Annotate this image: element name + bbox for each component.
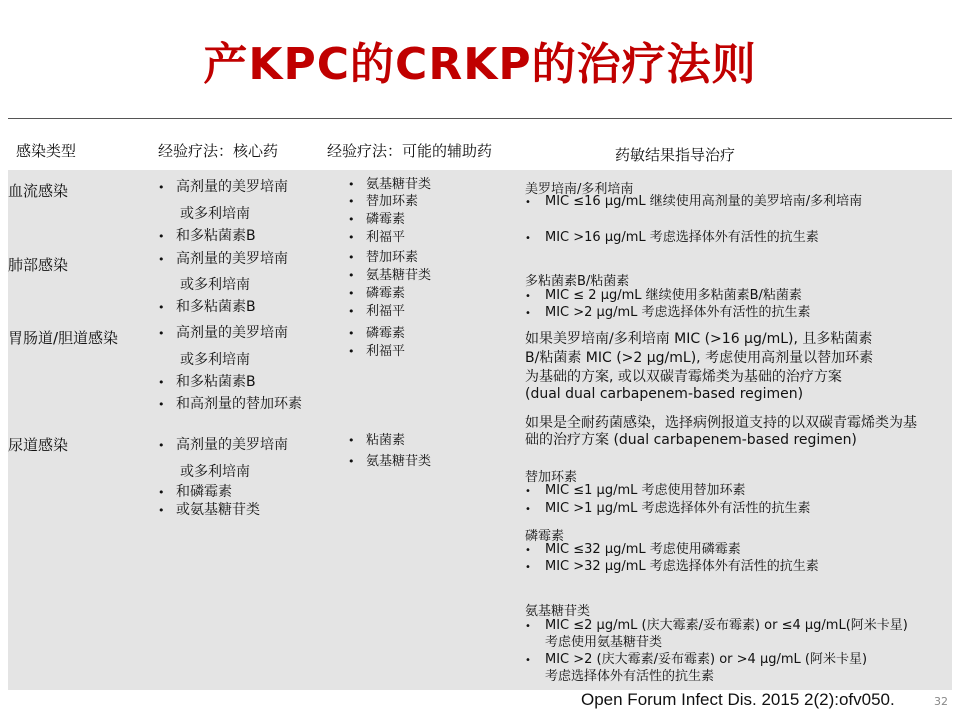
guide-combo-line: B/粘菌素 MIC (>2 μg/mL), 考虑使用高剂量以替加环素 [525,350,874,366]
guide-bullet: • MIC ≤2 μg/mL (庆大霉素/妥布霉素) or ≤4 μg/mL(阿米卡星) [525,618,908,633]
infection-lung: 肺部感染 [8,256,69,274]
guide-bullet: • MIC >16 μg/mL 考虑选择体外有活性的抗生素 [525,230,819,245]
guide-pandrug-line: 础的治疗方案 (dual carbapenem-based regimen) [525,432,857,448]
infection-bloodstream: 血流感染 [8,182,69,200]
adjunct-drug-item: • 利福平 [348,230,406,245]
guide-combo-line: 如果美罗培南/多利培南 MIC (>16 μg/mL), 且多粘菌素 [525,331,873,347]
adjunct-drug-item: • 磷霉素 [348,286,406,301]
core-drug-item: • 高剂量的美罗培南 [158,437,288,453]
core-drug-item: • 和多粘菌素B [158,228,256,244]
guide-bullet: • MIC ≤1 μg/mL 考虑使用替加环素 [525,483,746,498]
infection-urinary: 尿道感染 [8,436,69,454]
core-drug-item: • 和多粘菌素B [158,374,256,390]
adjunct-drug-item: • 磷霉素 [348,326,406,341]
adjunct-drug-item: • 利福平 [348,344,406,359]
guide-combo-line: (dual dual carbapenem-based regimen) [525,386,804,402]
guide-section-title: 替加环素 [525,470,578,485]
adjunct-drug-item: • 氨基糖苷类 [348,454,432,469]
guide-bullet: • MIC ≤32 μg/mL 考虑使用磷霉素 [525,542,741,557]
slide-title: 产KPC的CRKP的治疗法则 [203,39,757,90]
adjunct-drug-item: • 氨基糖苷类 [348,177,432,192]
adjunct-drug-item: • 利福平 [348,304,406,319]
page-number: 32 [934,695,948,708]
adjunct-drug-item: • 粘菌素 [348,433,406,448]
core-drug-item: • 和高剂量的替加环素 [158,396,302,412]
core-drug-item: • 和磷霉素 [158,484,232,500]
core-drug-item: • 高剂量的美罗培南 [158,251,288,267]
guide-section-title: 氨基糖苷类 [525,604,591,619]
adjunct-drug-item: • 氨基糖苷类 [348,268,432,283]
guide-bullet: • MIC >2 μg/mL 考虑选择体外有活性的抗生素 [525,305,811,320]
adjunct-drug-item: • 磷霉素 [348,212,406,227]
guide-bullet: • MIC >32 μg/mL 考虑选择体外有活性的抗生素 [525,559,819,574]
adjunct-drug-item: • 替加环素 [348,250,419,265]
guide-bullet: • MIC >1 μg/mL 考虑选择体外有活性的抗生素 [525,501,811,516]
guide-section-title: 多粘菌素B/粘菌素 [525,274,630,289]
guide-bullet: • MIC ≤ 2 μg/mL 继续使用多粘菌素B/粘菌素 [525,288,802,303]
header-top-rule [8,118,952,119]
infection-gi-biliary: 胃肠道/胆道感染 [8,329,119,347]
core-drug-item: 或多利培南 [180,464,250,480]
core-drug-item: 或多利培南 [180,206,250,222]
citation: Open Forum Infect Dis. 2015 2(2):ofv050. [581,690,895,709]
guide-bullet: • MIC >2 (庆大霉素/妥布霉素) or >4 μg/mL (阿米卡星) [525,652,868,667]
guide-bullet: • MIC ≤16 μg/mL 继续使用高剂量的美罗培南/多利培南 [525,194,863,209]
core-drug-item: 或多利培南 [180,352,250,368]
core-drug-item: • 高剂量的美罗培南 [158,179,288,195]
guide-bullet-continuation: 考虑使用氨基糖苷类 [545,635,663,650]
core-drug-item: • 高剂量的美罗培南 [158,325,288,341]
guide-combo-line: 为基础的方案, 或以双碳青霉烯类为基础的治疗方案 [525,369,842,385]
adjunct-drug-item: • 替加环素 [348,194,419,209]
core-drug-item: 或多利培南 [180,277,250,293]
core-drug-item: • 或氨基糖苷类 [158,502,260,518]
guide-pandrug-line: 如果是全耐药菌感染，选择病例报道支持的以双碳青霉烯类为基 [525,415,917,431]
header-core-drug: 经验疗法：核心药 [158,142,279,160]
guide-section-title: 磷霉素 [525,529,565,544]
header-infection-type: 感染类型 [16,142,77,160]
guide-section-title: 美罗培南/多利培南 [525,182,634,197]
header-susceptibility-guided: 药敏结果指导治疗 [615,146,736,164]
core-drug-item: • 和多粘菌素B [158,299,256,315]
guide-bullet-continuation: 考虑选择体外有活性的抗生素 [545,669,715,684]
header-adjunct-drug: 经验疗法：可能的辅助药 [327,142,493,160]
